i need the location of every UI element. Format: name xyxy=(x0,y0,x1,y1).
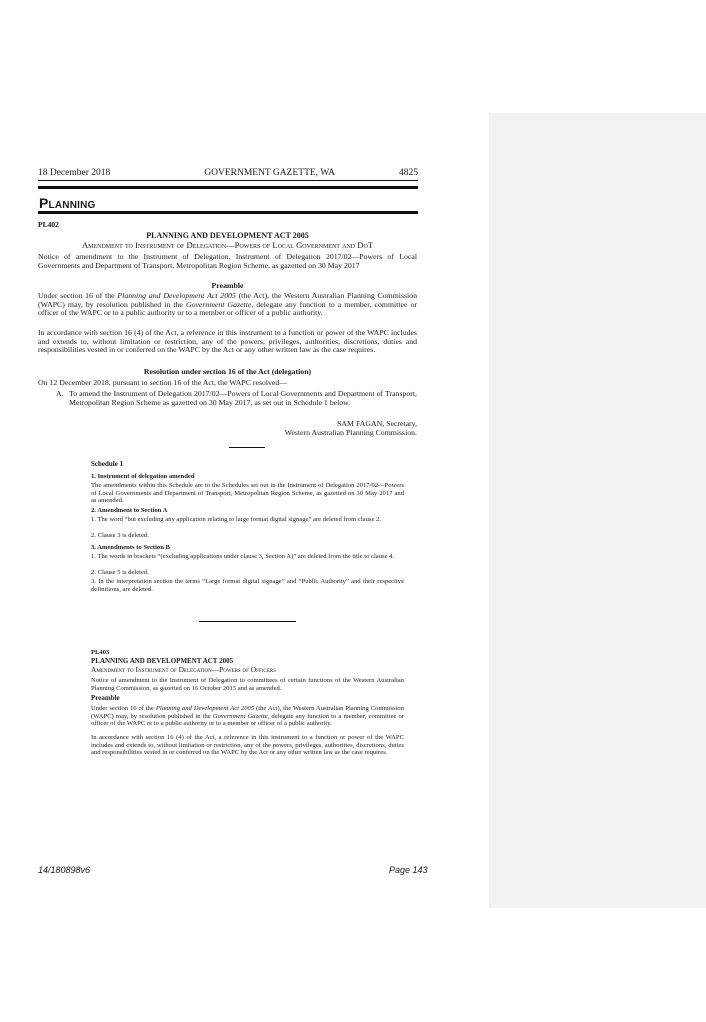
footer-page-label: Page 143 xyxy=(389,865,428,875)
schedule-heading-3: 3. Amendments to Section B xyxy=(91,544,170,551)
notice-subtitle: Amendment to Instrument of Delegation—Powers of Local Government and DoT xyxy=(81,240,374,250)
schedule-paragraph-3c: 3. In the interpretation section the terms “Large format digital signage” and “Public Authority” and their respective definitions, are deleted. xyxy=(91,578,404,593)
notice-text: Notice of amendment to the Instrument of Delegation, Instrument of Delegation 2017/02—Powers of Local Governments and Department of Transport, Metropolitan Region Scheme, as gazetted on 30 May 2017 xyxy=(38,252,417,270)
section-rule-bottom xyxy=(38,211,418,214)
resolution-item-label: A. xyxy=(56,389,64,398)
header-date: 18 December 2018 xyxy=(38,168,111,178)
resolution-intro: On 12 December 2018, pursuant to section 16 of the Act, the WAPC resolved— xyxy=(38,378,288,387)
schedule-title: Schedule 1 xyxy=(91,460,124,468)
act-title-2: PLANNING AND DEVELOPMENT ACT 2005 xyxy=(91,657,234,665)
schedule-heading-1: 1. Instrument of delegation amended xyxy=(91,473,195,480)
notice-code-2: PL403 xyxy=(91,649,110,656)
schedule-paragraph-3b: 2. Clause 5 is deleted. xyxy=(91,569,149,576)
preamble-paragraph-2-2: In accordance with section 16 (4) of the Act, a reference in this instrument to a function or power of the WAPC includes and extends to, without limitation or restriction, any of the powers, privileges, authorities, discretions, duties and responsibilities vested in or conferred on the WAPC by the Act or any other written law as the case requires. xyxy=(91,734,404,757)
separator-short xyxy=(229,447,265,448)
header-rule xyxy=(38,180,418,181)
act-title: PLANNING AND DEVELOPMENT ACT 2005 xyxy=(146,231,309,240)
schedule-paragraph-2a: 1. The word “but excluding any application relating to large format digital signage” are deleted from clause 2. xyxy=(91,516,381,523)
preamble-paragraph-1: Under section 16 of the Planning and Development Act 2005 (the Act), the Western Australian Planning Commission (WAPC) may, by resolution published in the Government Gazette, delegate any function to a member, committee or officer of the WAPC or to a public authority or to a member or officer of a public authority. xyxy=(38,291,417,318)
preamble-paragraph-2-1: Under section 16 of the Planning and Development Act 2005 (the Act), the Western Australian Planning Commission (WAPC) may, by resolution published in the Government Gazette, delegate any function to a member, committee or officer of the WAPC or to a public authority or to a member or officer of a public authority. xyxy=(91,705,404,728)
preamble-heading-2: Preamble xyxy=(91,694,120,702)
schedule-paragraph-3a: 1. The words in brackets “(excluding applications under clause 3, Section A)” are deleted from the title to clause 4. xyxy=(91,553,395,560)
schedule-heading-2: 2. Amendment to Section A xyxy=(91,507,168,514)
footer-doc-ref: 14/180898v6 xyxy=(38,865,91,875)
signatory-org: Western Australian Planning Commission. xyxy=(284,428,417,437)
notice-code: PL402 xyxy=(38,220,59,229)
section-rule-top xyxy=(38,186,418,189)
header-publication: GOVERNMENT GAZETTE, WA xyxy=(204,168,336,178)
notice-text-2: Notice of amendment to the Instrument of Delegation to committees of certain functions of the Western Australian Planning Commission, as gazetted on 16 October 2015 and as amended. xyxy=(91,677,404,692)
comment-margin-panel xyxy=(489,113,706,908)
resolution-item: To amend the Instrument of Delegation 2017/02—Powers of Local Governments and Department of Transport, Metropolitan Region Scheme as gazetted on 30 May 2017, as set out in Schedule 1 below. xyxy=(69,389,417,407)
preamble-paragraph-2: In accordance with section 16 (4) of the Act, a reference in this instrument to a function or power of the WAPC includes and extends to, without limitation or restriction, any of the powers, privileges, authorities, discretions, duties and responsibilities vested in or conferred on the WAPC by the Act or any other written law as the case requires. xyxy=(38,328,417,355)
section-title: Planning xyxy=(39,195,96,211)
schedule-paragraph-1: The amendments within this Schedule are to the Schedules set out in the Instrument of Delegation 2017/02—Powers of Local Governments and Department of Transport, Metropolitan Region Scheme, as gazetted on 30 May 2017 and as amended. xyxy=(91,482,404,505)
gazette-header xyxy=(38,168,418,178)
resolution-heading: Resolution under section 16 of the Act (delegation) xyxy=(143,367,312,376)
separator-long xyxy=(199,621,296,622)
preamble-heading: Preamble xyxy=(211,281,244,290)
signatory-name: SAM FAGAN, Secretary, xyxy=(337,419,417,428)
schedule-paragraph-2b: 2. Clause 3 is deleted. xyxy=(91,532,149,539)
notice-subtitle-2: Amendment to Instrument of Delegation—Powers of Officers xyxy=(91,665,276,674)
header-page-number: 4825 xyxy=(398,168,418,178)
